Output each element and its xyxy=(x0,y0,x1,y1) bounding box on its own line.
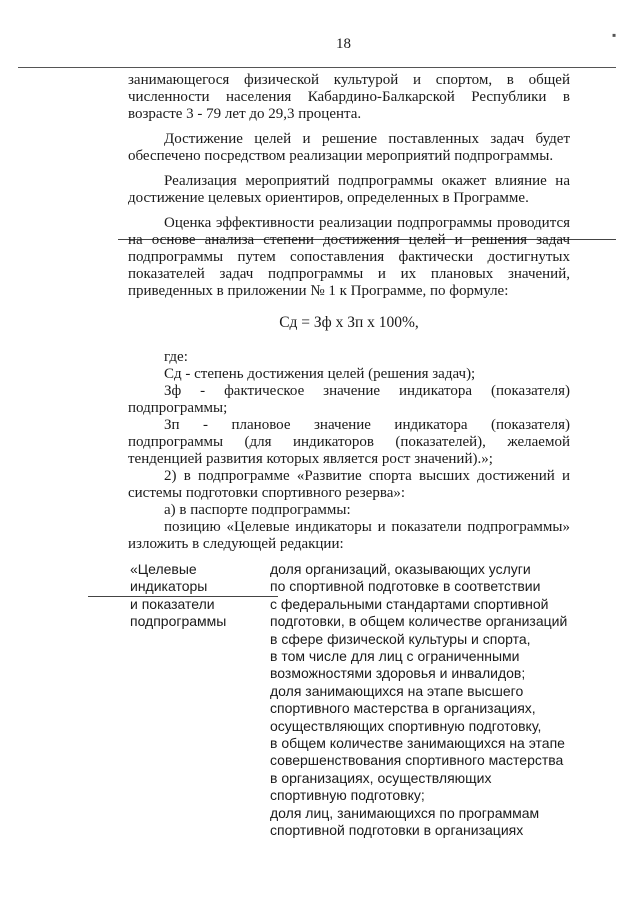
paragraph: Оценка эффективности реализации подпрограммы проводится на основе анализа степени достижения целей и решения задач подпрограммы путем сопоставления фактически достигнутых показателей задач подпрограммы и их плановых значений, приведенных в приложении № 1 к Программе, по формуле: xyxy=(128,215,570,299)
definition-zf: Зф - фактическое значение индикатора (показателя) подпрограммы; xyxy=(128,383,570,416)
table-left-line: индикаторы xyxy=(130,578,208,595)
paragraph: Реализация мероприятий подпрограммы окажет влияние на достижение целевых ориентиров, определенных в Программе. xyxy=(128,173,570,206)
table-left-line: и показатели xyxy=(130,595,215,612)
page-number: 18 xyxy=(336,36,351,52)
table-right-line: доля организаций, оказывающих услуги xyxy=(270,561,531,577)
amendment-item-2: 2) в подпрограмме «Развитие спорта высших достижений и системы подготовки спортивного резерва»: xyxy=(128,468,570,501)
table-right-line: спортивной подготовки в организациях xyxy=(270,822,524,839)
table-right-line: с федеральными стандартами спортивной xyxy=(270,595,549,612)
table-left-line: «Целевые xyxy=(130,561,197,577)
table-right-line: подготовки, в общем количестве организаций xyxy=(270,613,568,630)
definition-intro: где: xyxy=(164,349,188,365)
paragraph: занимающегося физической культурой и спортом, в общей численности населения Кабардино-Балкарской Республики в возрасте 3 - 79 лет до 29,3 процента. xyxy=(128,72,570,122)
table-right-line: в том числе для лиц с ограниченными xyxy=(270,648,520,665)
document-body xyxy=(128,72,570,840)
amendment-position: позицию «Целевые индикаторы и показатели подпрограммы» изложить в следующей редакции: xyxy=(128,519,570,552)
table-right-line: в сфере физической культуры и спорта, xyxy=(270,630,531,647)
definition-cd: Сд - степень достижения целей (решения задач); xyxy=(164,366,476,382)
table-right-column xyxy=(270,561,570,840)
table-right-line: осуществляющих спортивную подготовку, xyxy=(270,717,542,734)
table-right-line: по спортивной подготовке в соответствии xyxy=(270,578,541,595)
table-right-line: спортивную подготовку; xyxy=(270,787,425,804)
table-right-line: в организациях, осуществляющих xyxy=(270,769,492,786)
table-left-line: подпрограммы xyxy=(130,613,227,630)
table-right-line: в общем количестве занимающихся на этапе xyxy=(270,735,565,752)
amendment-item-a: а) в паспорте подпрограммы: xyxy=(164,502,351,518)
table-right-line: возможностями здоровья и инвалидов; xyxy=(270,665,526,682)
formula: Сд = Зф х Зп х 100%, xyxy=(279,314,419,331)
table-left-column xyxy=(128,561,270,840)
header-rule xyxy=(18,67,616,68)
corner-mark: ▪ xyxy=(612,28,617,42)
definition-zp: Зп - плановое значение индикатора (показателя) подпрограммы (для индикаторов (показателей), желаемой тенденцией развития которых является рост значений).»; xyxy=(128,417,570,467)
table-right-line: доля занимающихся на этапе высшего xyxy=(270,682,524,699)
indicators-table xyxy=(128,561,570,840)
table-right-line: спортивного мастерства в организациях, xyxy=(270,700,536,717)
table-right-line: доля лиц, занимающихся по программам xyxy=(270,804,540,821)
paragraph: Достижение целей и решение поставленных задач будет обеспечено посредством реализации мероприятий подпрограммы. xyxy=(128,131,570,164)
table-right-line: совершенствования спортивного мастерства xyxy=(270,752,564,769)
